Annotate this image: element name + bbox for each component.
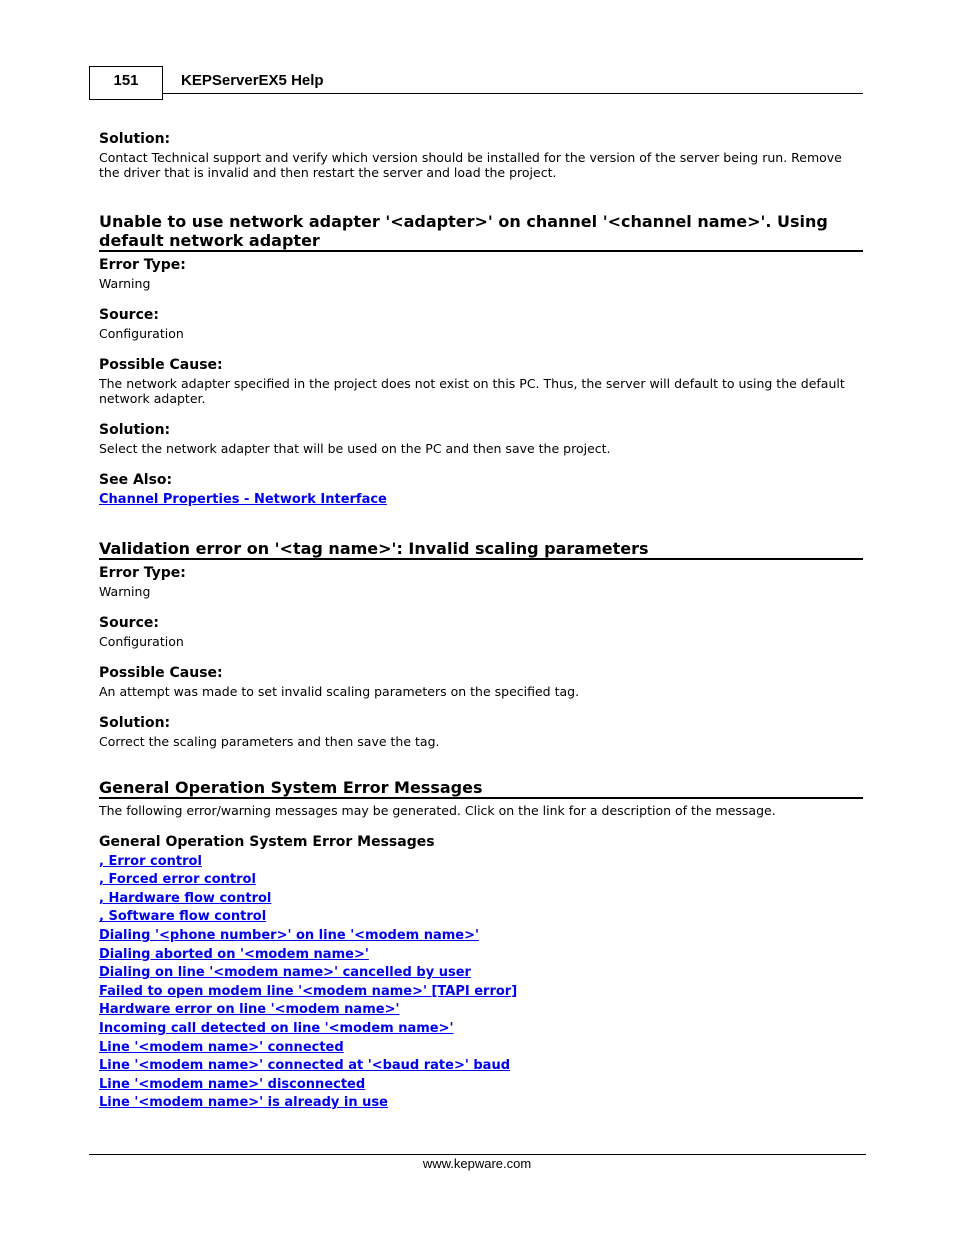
source-label: Source: [99, 614, 159, 631]
error-link[interactable]: , Hardware flow control [99, 890, 272, 906]
cause-text: An attempt was made to set invalid scaling parameters on the specified tag. [99, 683, 580, 699]
error-link[interactable]: , Software flow control [99, 909, 267, 925]
page-content [99, 130, 863, 1113]
error-type-label: Error Type: [99, 257, 186, 273]
cause-label: Possible Cause: [99, 357, 223, 373]
error-link[interactable]: Dialing '<phone number>' on line '<modem name>' [99, 927, 479, 943]
error-link[interactable]: , Forced error control [99, 872, 256, 888]
solution-label: Solution: [99, 422, 171, 438]
footer-divider [89, 1154, 866, 1155]
solution-text: Contact Technical support and verify which version should be installed for the version of the server being run. Remove the driver that is invalid and then restart the server and load the project. [99, 150, 842, 180]
section-network-adapter [99, 212, 863, 510]
error-type-value: Warning [99, 276, 151, 291]
error-type-label: Error Type: [99, 564, 186, 581]
see-also-label: See Also: [99, 472, 173, 488]
solution-text: Select the network adapter that will be used on the PC and then save the project. [99, 441, 611, 456]
link-list-label: General Operation System Error Messages [99, 833, 435, 850]
see-also-link[interactable]: Channel Properties - Network Interface [99, 492, 387, 507]
error-link[interactable]: , Error control [99, 853, 202, 869]
source-value: Configuration [99, 326, 184, 341]
solution-label: Solution: [99, 714, 171, 731]
error-link[interactable]: Dialing on line '<modem name>' cancelled by user [99, 965, 471, 981]
solution-text: Correct the scaling parameters and then save the tag. [99, 733, 440, 749]
header-divider [163, 93, 863, 94]
source-value: Configuration [99, 633, 184, 649]
solution-label: Solution: [99, 131, 171, 147]
page-number: 151 [89, 66, 163, 100]
error-link[interactable]: Incoming call detected on line '<modem name>' [99, 1020, 454, 1036]
cause-text: The network adapter specified in the project does not exist on this PC. Thus, the server will default to using the default network adapter. [99, 376, 845, 406]
error-link[interactable]: Line '<modem name>' disconnected [99, 1076, 366, 1092]
section-title: Validation error on '<tag name>': Invalid scaling parameters [99, 539, 863, 560]
document-title: KEPServerEX5 Help [181, 72, 324, 89]
error-link[interactable]: Line '<modem name>' connected at '<baud rate>' baud [99, 1058, 511, 1074]
section-title: General Operation System Error Messages [99, 778, 863, 799]
section-validation-error [99, 539, 863, 749]
top-solution [99, 130, 863, 180]
error-link[interactable]: Line '<modem name>' is already in use [99, 1095, 388, 1111]
section-title: Unable to use network adapter '<adapter>' on channel '<channel name>'. Using default network adapter [99, 212, 863, 252]
error-link[interactable]: Failed to open modem line '<modem name>' [TAPI error] [99, 983, 518, 999]
error-type-value: Warning [99, 583, 151, 599]
footer-url: www.kepware.com [422, 1156, 532, 1171]
error-message-link-list [99, 853, 863, 1113]
error-link[interactable]: Dialing aborted on '<modem name>' [99, 946, 369, 962]
section-intro: The following error/warning messages may be generated. Click on the link for a description of the message. [99, 802, 776, 818]
source-label: Source: [99, 307, 159, 323]
section-general-operation [99, 778, 863, 1113]
cause-label: Possible Cause: [99, 664, 223, 681]
error-link[interactable]: Line '<modem name>' connected [99, 1039, 344, 1055]
error-link[interactable]: Hardware error on line '<modem name>' [99, 1002, 400, 1018]
